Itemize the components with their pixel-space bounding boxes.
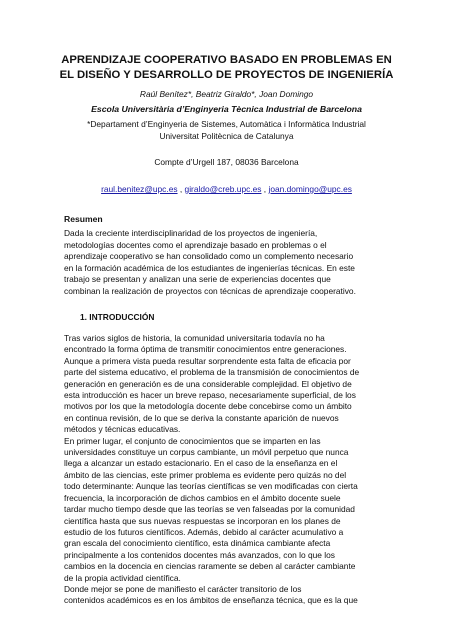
paper-title	[40, 53, 413, 83]
school-name: Escola Universitària d’Enginyeria Tècnica Industrial de Barcelona	[91, 104, 362, 114]
body-line: principalmente a los contenidos docentes más avanzados, con lo que los	[64, 549, 335, 560]
body-line: todo determinante: Aunque las teorías científicas se ven modificadas con cierta	[64, 481, 358, 492]
body-line: Donde mejor se pone de manifiesto el carácter transitorio de los	[64, 583, 302, 594]
abstract-heading: Resumen	[64, 214, 103, 224]
abstract-line: combinan la realización de proyectos con técnicas de aprendizaje cooperativo.	[64, 285, 356, 296]
introduction-text	[64, 333, 394, 607]
email-link-domingo[interactable]: joan.domingo@upc.es	[268, 184, 352, 194]
body-line: universidades constituye un corpus cambiante, un móvil perpetuo que nunca	[64, 447, 349, 458]
department-line-2: Universitat Politècnica de Catalunya	[159, 131, 294, 141]
abstract-text	[64, 228, 372, 298]
body-line: ámbito de las ciencias, este primer problema es evidente pero quizás no del	[64, 469, 347, 480]
email-separator: ,	[177, 184, 185, 194]
body-line: encontrado la forma óptima de transmitir conocimientos entre generaciones.	[64, 344, 347, 355]
email-separator: ,	[261, 184, 269, 194]
abstract-line: metodologías docentes como el aprendizaje basado en problemas o el	[64, 239, 327, 250]
title-line-2: EL DISEÑO Y DESARROLLO DE PROYECTOS DE INGENIERÍA	[59, 69, 394, 81]
abstract-line: Dada la creciente interdisciplinaridad de los proyectos de ingeniería,	[64, 228, 318, 238]
body-line: científica hasta que sus nuevas respuestas se incorporan en los planes de	[64, 515, 341, 526]
title-line-1: APRENDIZAJE COOPERATIVO BASADO EN PROBLEMAS EN	[61, 54, 392, 66]
body-line: generación en generación es de una considerable complejidad. El objetivo de	[64, 378, 352, 389]
abstract-line: en la formación académica de los estudiantes de ingenierías técnicas. En este	[64, 262, 355, 273]
body-line: En primer lugar, el conjunto de conocimientos que se imparten en las	[64, 435, 321, 446]
body-line: motivos por los que la metodología docente debe concebirse como un ámbito	[64, 401, 352, 412]
body-line: estudio de los futuros científicos. Además, debido al carácter acumulativo a	[64, 526, 344, 537]
body-line: en continua revisión, de lo que se deriva la constante aparición de nuevos	[64, 412, 339, 423]
abstract-line: aprendizaje cooperativo se han consolidado como un complemento necesario	[64, 251, 354, 262]
section-heading-introduccion: 1. INTRODUCCIÓN	[80, 312, 155, 322]
body-line: gran escala del conocimiento científico, esta dinámica cambiante afecta	[64, 538, 331, 549]
email-link-benitez[interactable]: raul.benitez@upc.es	[101, 184, 178, 194]
body-line: cambios en la docencia en ciencias raramente se deben al carácter cambiante	[64, 561, 356, 572]
body-line: Aunque a primera vista pueda resultar sorprendente esta falta de eficacia por	[64, 355, 351, 366]
body-line: contenidos académicos es en los ámbitos de enseñanza técnica, que es la que	[64, 595, 358, 606]
body-line: métodos y técnicas educativas.	[64, 424, 181, 435]
postal-address: Compte d’Urgell 187, 08036 Barcelona	[154, 157, 299, 167]
body-line: tardar mucho tiempo desde que las teorías se ven falseadas por la comunidad	[64, 504, 355, 515]
body-line: llega a alcanzar un estado estacionario. En el caso de la enseñanza en el	[64, 458, 338, 469]
email-list	[0, 184, 453, 194]
department	[0, 118, 453, 142]
email-link-giraldo[interactable]: giraldo@creb.upc.es	[184, 184, 262, 194]
body-line: frecuencia, la incorporación de dichos cambios en el ámbito docente suele	[64, 492, 341, 503]
body-line: de la propia actividad científica.	[64, 572, 181, 583]
body-line: Tras varios siglos de historia, la comunidad universitaria todavía no ha	[64, 333, 325, 343]
abstract-line: trabajo se presentan y analizan una serie de experiencias docentes que	[64, 274, 331, 285]
department-line-1: *Departament d’Enginyeria de Sistemes, Automàtica i Informàtica Industrial	[87, 119, 366, 129]
body-line: parte del sistema educativo, el problema de la transmisión de conocimientos de	[64, 367, 360, 378]
authors: Raúl Benítez*, Beatriz Giraldo*, Joan Domingo	[139, 89, 314, 99]
body-line: esta introducción es hacer un breve repaso, necesariamente superficial, de los	[64, 390, 356, 401]
